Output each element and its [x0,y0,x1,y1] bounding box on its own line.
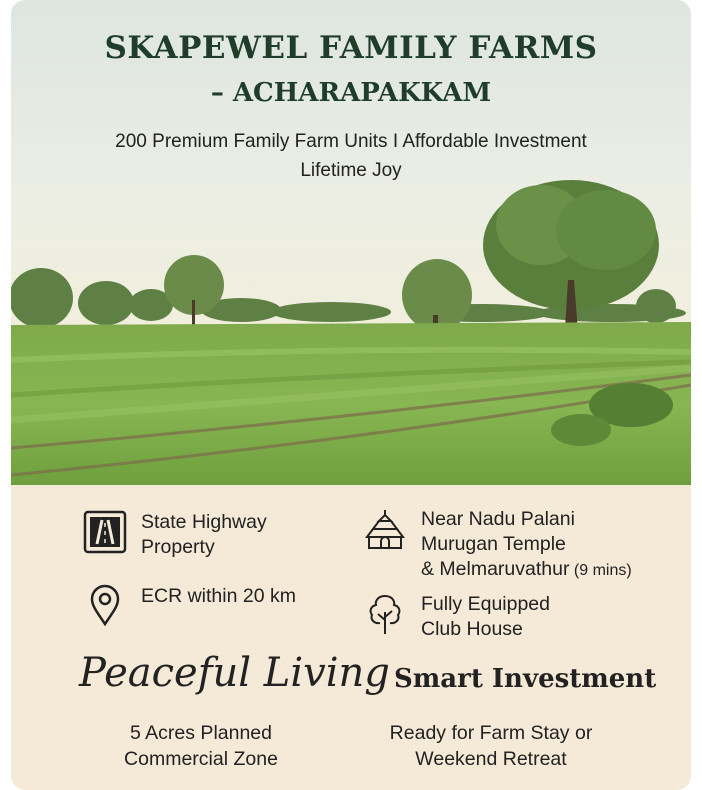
highway-line-1: State Highway [141,511,267,533]
commercial-zone-line-2: Commercial Zone [124,748,278,770]
temple-line-3-main: & Melmaruvathur [421,558,570,580]
page-subtitle-location: – ACHARAPAKKAM [210,78,492,108]
farm-stay-line-1: Ready for Farm Stay or [389,722,593,744]
flyer-card [11,0,691,790]
commercial-zone-line-1: 5 Acres Planned [129,722,272,744]
temple-line-2: Murugan Temple [421,533,566,555]
temple-line-1: Near Nadu Palani [421,508,575,530]
temple-line-3 [421,557,632,583]
location-pin-icon [83,584,127,628]
farm-stay-text [361,720,621,772]
temple-drive-time: (9 mins) [569,562,632,579]
feature-clubhouse [363,592,550,642]
tagline [51,127,651,185]
tree-icon [363,592,407,636]
feature-ecr [83,584,296,628]
peaceful-living-heading: Peaceful Living [79,650,390,696]
clubhouse-line-2: Club House [421,618,523,640]
hero-image [11,0,691,485]
smart-investment-heading: Smart Investment [394,664,657,694]
tagline-line-2: Lifetime Joy [300,160,402,181]
feature-temple [363,507,632,583]
page-title: SKAPEWEL FAMILY FARMS [104,30,598,66]
tagline-line-1: 200 Premium Family Farm Units I Affordable Investment [115,131,587,152]
farm-stay-line-2: Weekend Retreat [415,748,567,770]
feature-highway [83,510,267,560]
highway-icon [83,510,127,554]
commercial-zone-text [91,720,311,772]
temple-icon [363,507,407,551]
highway-line-2: Property [141,536,215,558]
farm-landscape-illustration [11,0,691,485]
clubhouse-line-1: Fully Equipped [421,593,550,615]
ecr-line-1: ECR within 20 km [141,585,296,607]
